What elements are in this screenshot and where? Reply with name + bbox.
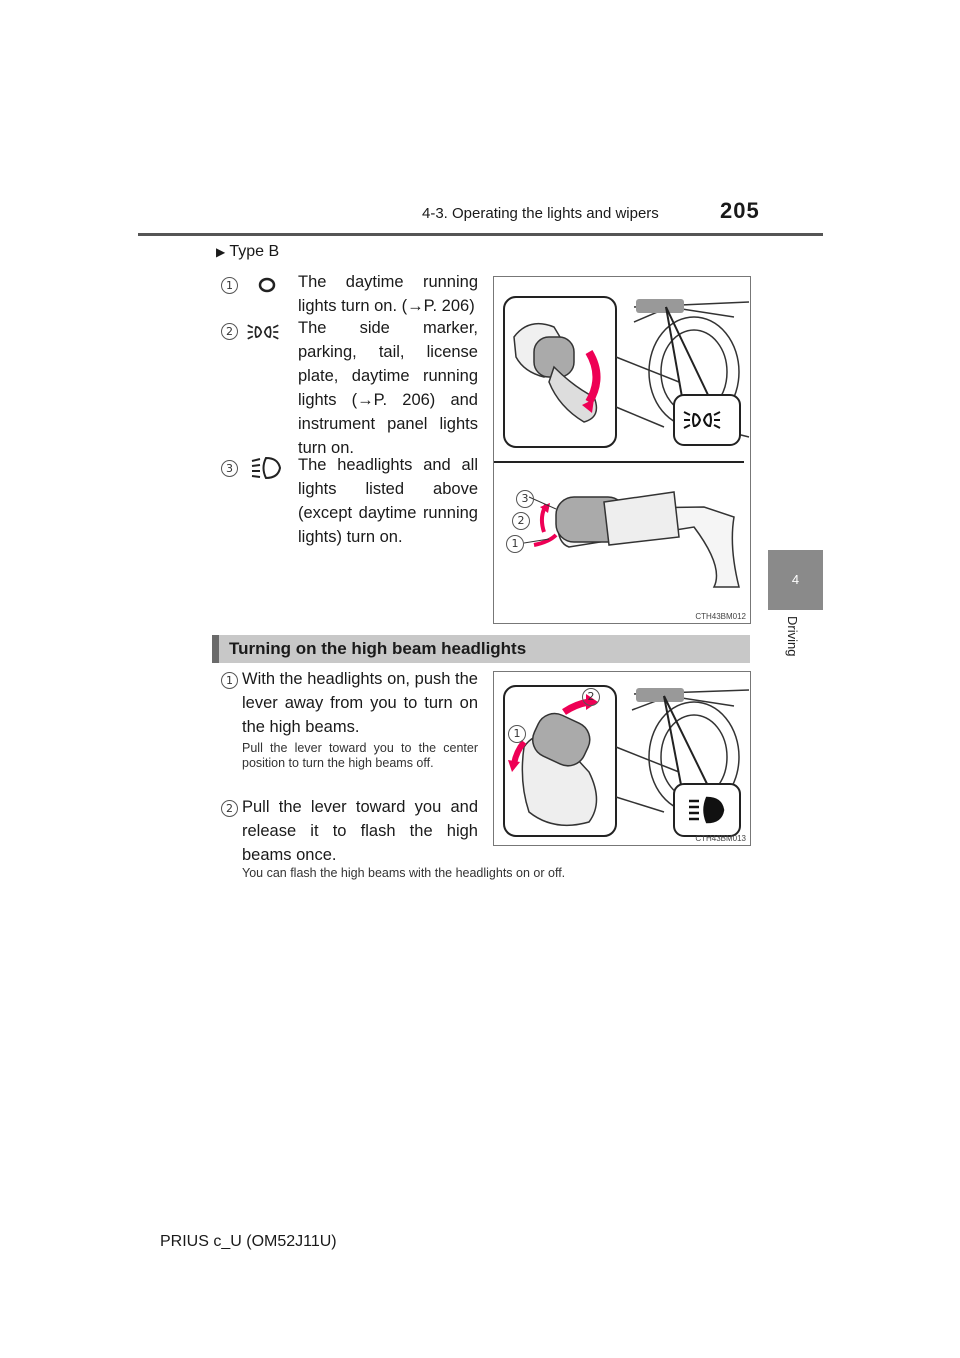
callout-number: 3 — [516, 490, 534, 508]
figure-code: CTH43BM012 — [695, 612, 746, 621]
item-number: 1 — [221, 672, 238, 689]
section-heading-text: Turning on the high beam headlights — [229, 639, 527, 658]
callout-number: 1 — [506, 535, 524, 553]
section-title: 4-3. Operating the lights and wipers — [422, 205, 659, 222]
item-number: 3 — [221, 460, 238, 477]
figure-code: CTH43BM013 — [695, 834, 746, 843]
type-label-text: Type B — [229, 243, 280, 260]
headlight-icon — [250, 454, 284, 482]
item-text: The headlights and all lights listed above (except daytime running lights) turn on. — [298, 456, 478, 546]
triangle-bullet-icon: ▶ — [216, 245, 226, 259]
item-number: 2 — [221, 323, 238, 340]
callout-number: 2 — [512, 512, 530, 530]
item-note: Pull the lever toward you to the center position to turn the high beams off. — [242, 741, 478, 770]
chapter-name: Driving — [785, 616, 800, 657]
item-number: 1 — [221, 277, 238, 294]
footer-model: PRIUS c_U (OM52J11U) — [160, 1233, 337, 1250]
high-beam-illustration — [494, 672, 750, 845]
headlight-switch-illustration — [494, 277, 750, 623]
callout-number: 1 — [508, 725, 526, 743]
daytime-running-light-icon — [250, 272, 284, 300]
item-note: You can flash the high beams with the headlights on or off. — [242, 866, 566, 880]
side-marker-light-icon — [246, 318, 280, 346]
callout-number: 2 — [582, 688, 600, 706]
item-text: With the headlights on, push the lever away from you to turn on the high beams. — [242, 670, 478, 736]
section-heading — [212, 635, 750, 663]
item-number: 2 — [221, 800, 238, 817]
item-text: The side marker, parking, tail, license plate, daytime running lights (→P. 206) and instrument panel lights turn on. — [298, 319, 478, 457]
chapter-label — [767, 612, 822, 670]
item-text: Pull the lever toward you and release it to flash the high beams once. — [242, 798, 478, 864]
header-divider — [138, 233, 823, 236]
type-label — [216, 243, 279, 261]
high-beam-figure — [493, 671, 751, 846]
chapter-tab: 4 — [768, 550, 823, 610]
item-text: The daytime running lights turn on. (→P. 206) — [298, 273, 478, 315]
page-number: 205 — [720, 198, 760, 223]
headlight-switch-figure — [493, 276, 751, 624]
